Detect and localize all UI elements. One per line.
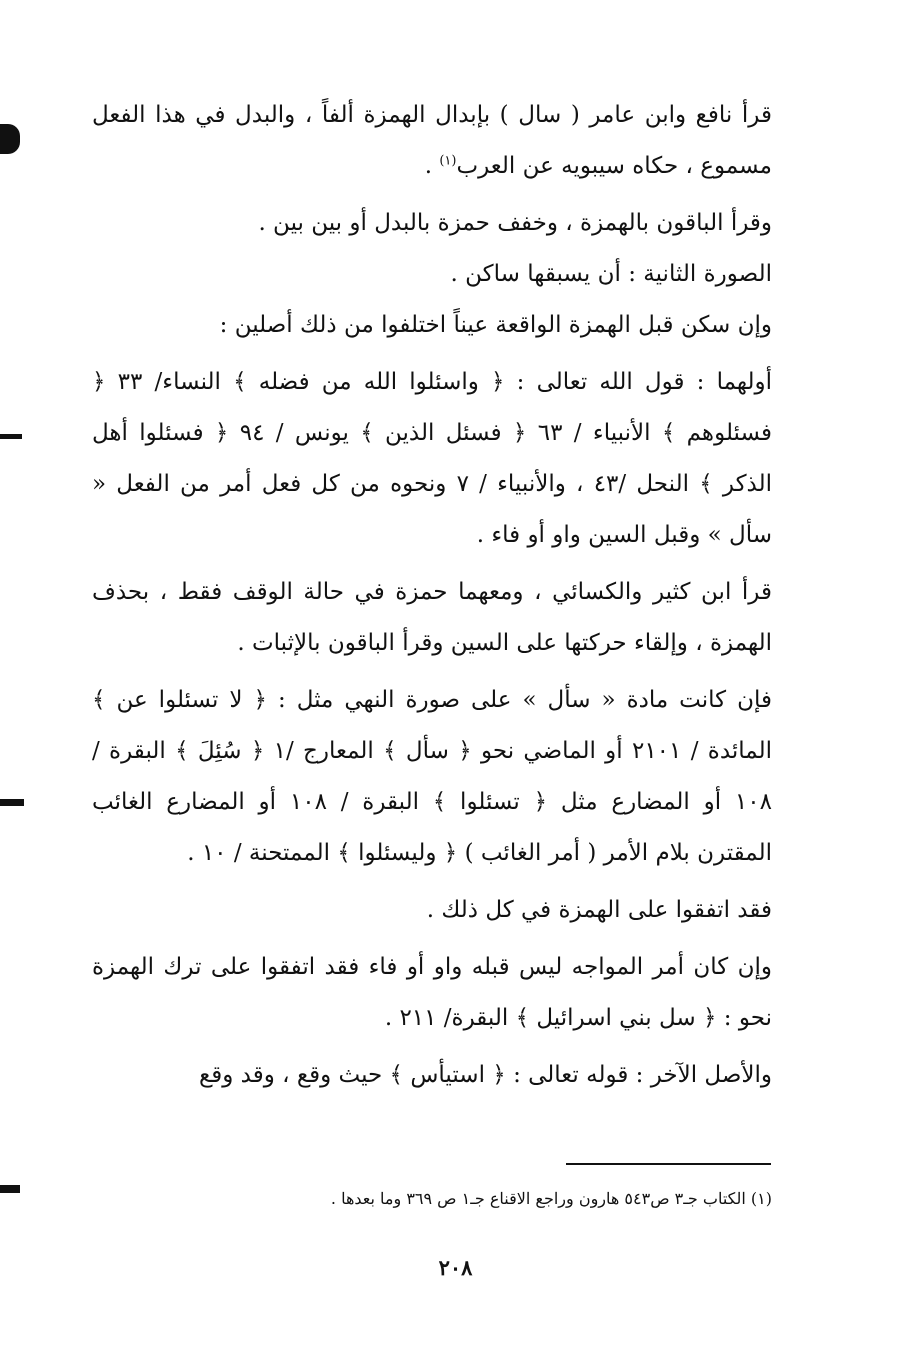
paragraph-1-text: قرأ نافع وابن عامر ( سال ) بإبدال الهمزة ألفاً ، والبدل في هذا الفعل مسموع ، حكاه سيبويه عن العرب bbox=[92, 102, 772, 179]
paragraph-5: أولهما : قول الله تعالى : ﴿ واسئلوا الله من فضله ﴾ النساء/ ٣٣ ﴿ فسئلوهم ﴾ الأنبياء / ٦٣ ﴿ فسئل الذين ﴾ يونس / ٩٤ ﴿ فسئلوا أهل الذكر ﴾ النحل /٤٣ ، والأنبياء / ٧ ونحوه من كل فعل أمر من الفعل « سأل » وقبل السين واو أو فاء . bbox=[92, 369, 773, 548]
paragraph-1 bbox=[92, 90, 772, 192]
scan-mark bbox=[0, 1185, 20, 1193]
scan-mark bbox=[0, 799, 24, 806]
scan-mark bbox=[0, 434, 22, 439]
paragraph-2: وقرأ الباقون بالهمزة ، وخفف حمزة بالبدل أو بين بين . bbox=[258, 210, 772, 236]
paragraph-4: وإن سكن قبل الهمزة الواقعة عيناً اختلفوا من ذلك أصلين : bbox=[219, 312, 772, 338]
footnote-divider bbox=[566, 1163, 771, 1165]
paragraph-9: وإن كان أمر المواجه ليس قبله واو أو فاء فقد اتفقوا على ترك الهمزة نحو : ﴿ سل بني اسرائيل ﴾ البقرة/ ٢١١ . bbox=[92, 954, 772, 1031]
paragraph-1-tail: . bbox=[424, 153, 440, 179]
paragraph-6: قرأ ابن كثير والكسائي ، ومعهما حمزة في حالة الوقف فقط ، بحذف الهمزة ، وإلقاء حركتها على السين وقرأ الباقون بالإثبات . bbox=[92, 579, 772, 656]
paragraph-10: والأصل الآخر : قوله تعالى : ﴿ استيأس ﴾ حيث وقع ، وقد وقع bbox=[198, 1062, 772, 1088]
scan-mark bbox=[0, 124, 20, 154]
body-text bbox=[92, 90, 772, 1101]
footnote-reference: (١) bbox=[439, 153, 457, 169]
page-number: ٢٠٨ bbox=[438, 1255, 473, 1280]
paragraph-7: فإن كانت مادة « سأل » على صورة النهي مثل : ﴿ لا تسئلوا عن ﴾ المائدة / ٢١٠١ أو الماضي نحو ﴿ سأل ﴾ المعارج /١ ﴿ سُئِلَ ﴾ البقرة / ١٠٨ أو المضارع مثل ﴿ تسئلوا ﴾ البقرة / ١٠٨ أو المضارع الغائب المقترن بلام الأمر ( أمر الغائب ) ﴿ وليسئلوا ﴾ الممتحنة / ١٠ . bbox=[92, 687, 772, 866]
footnote: (١) الكتاب جـ٣ ص٥٤٣ هارون وراجع الاقناع جـ١ ص ٣٦٩ وما بعدها . bbox=[330, 1189, 772, 1208]
paragraph-8: فقد اتفقوا على الهمزة في كل ذلك . bbox=[426, 897, 772, 923]
paragraph-3: الصورة الثانية : أن يسبقها ساكن . bbox=[450, 261, 772, 287]
